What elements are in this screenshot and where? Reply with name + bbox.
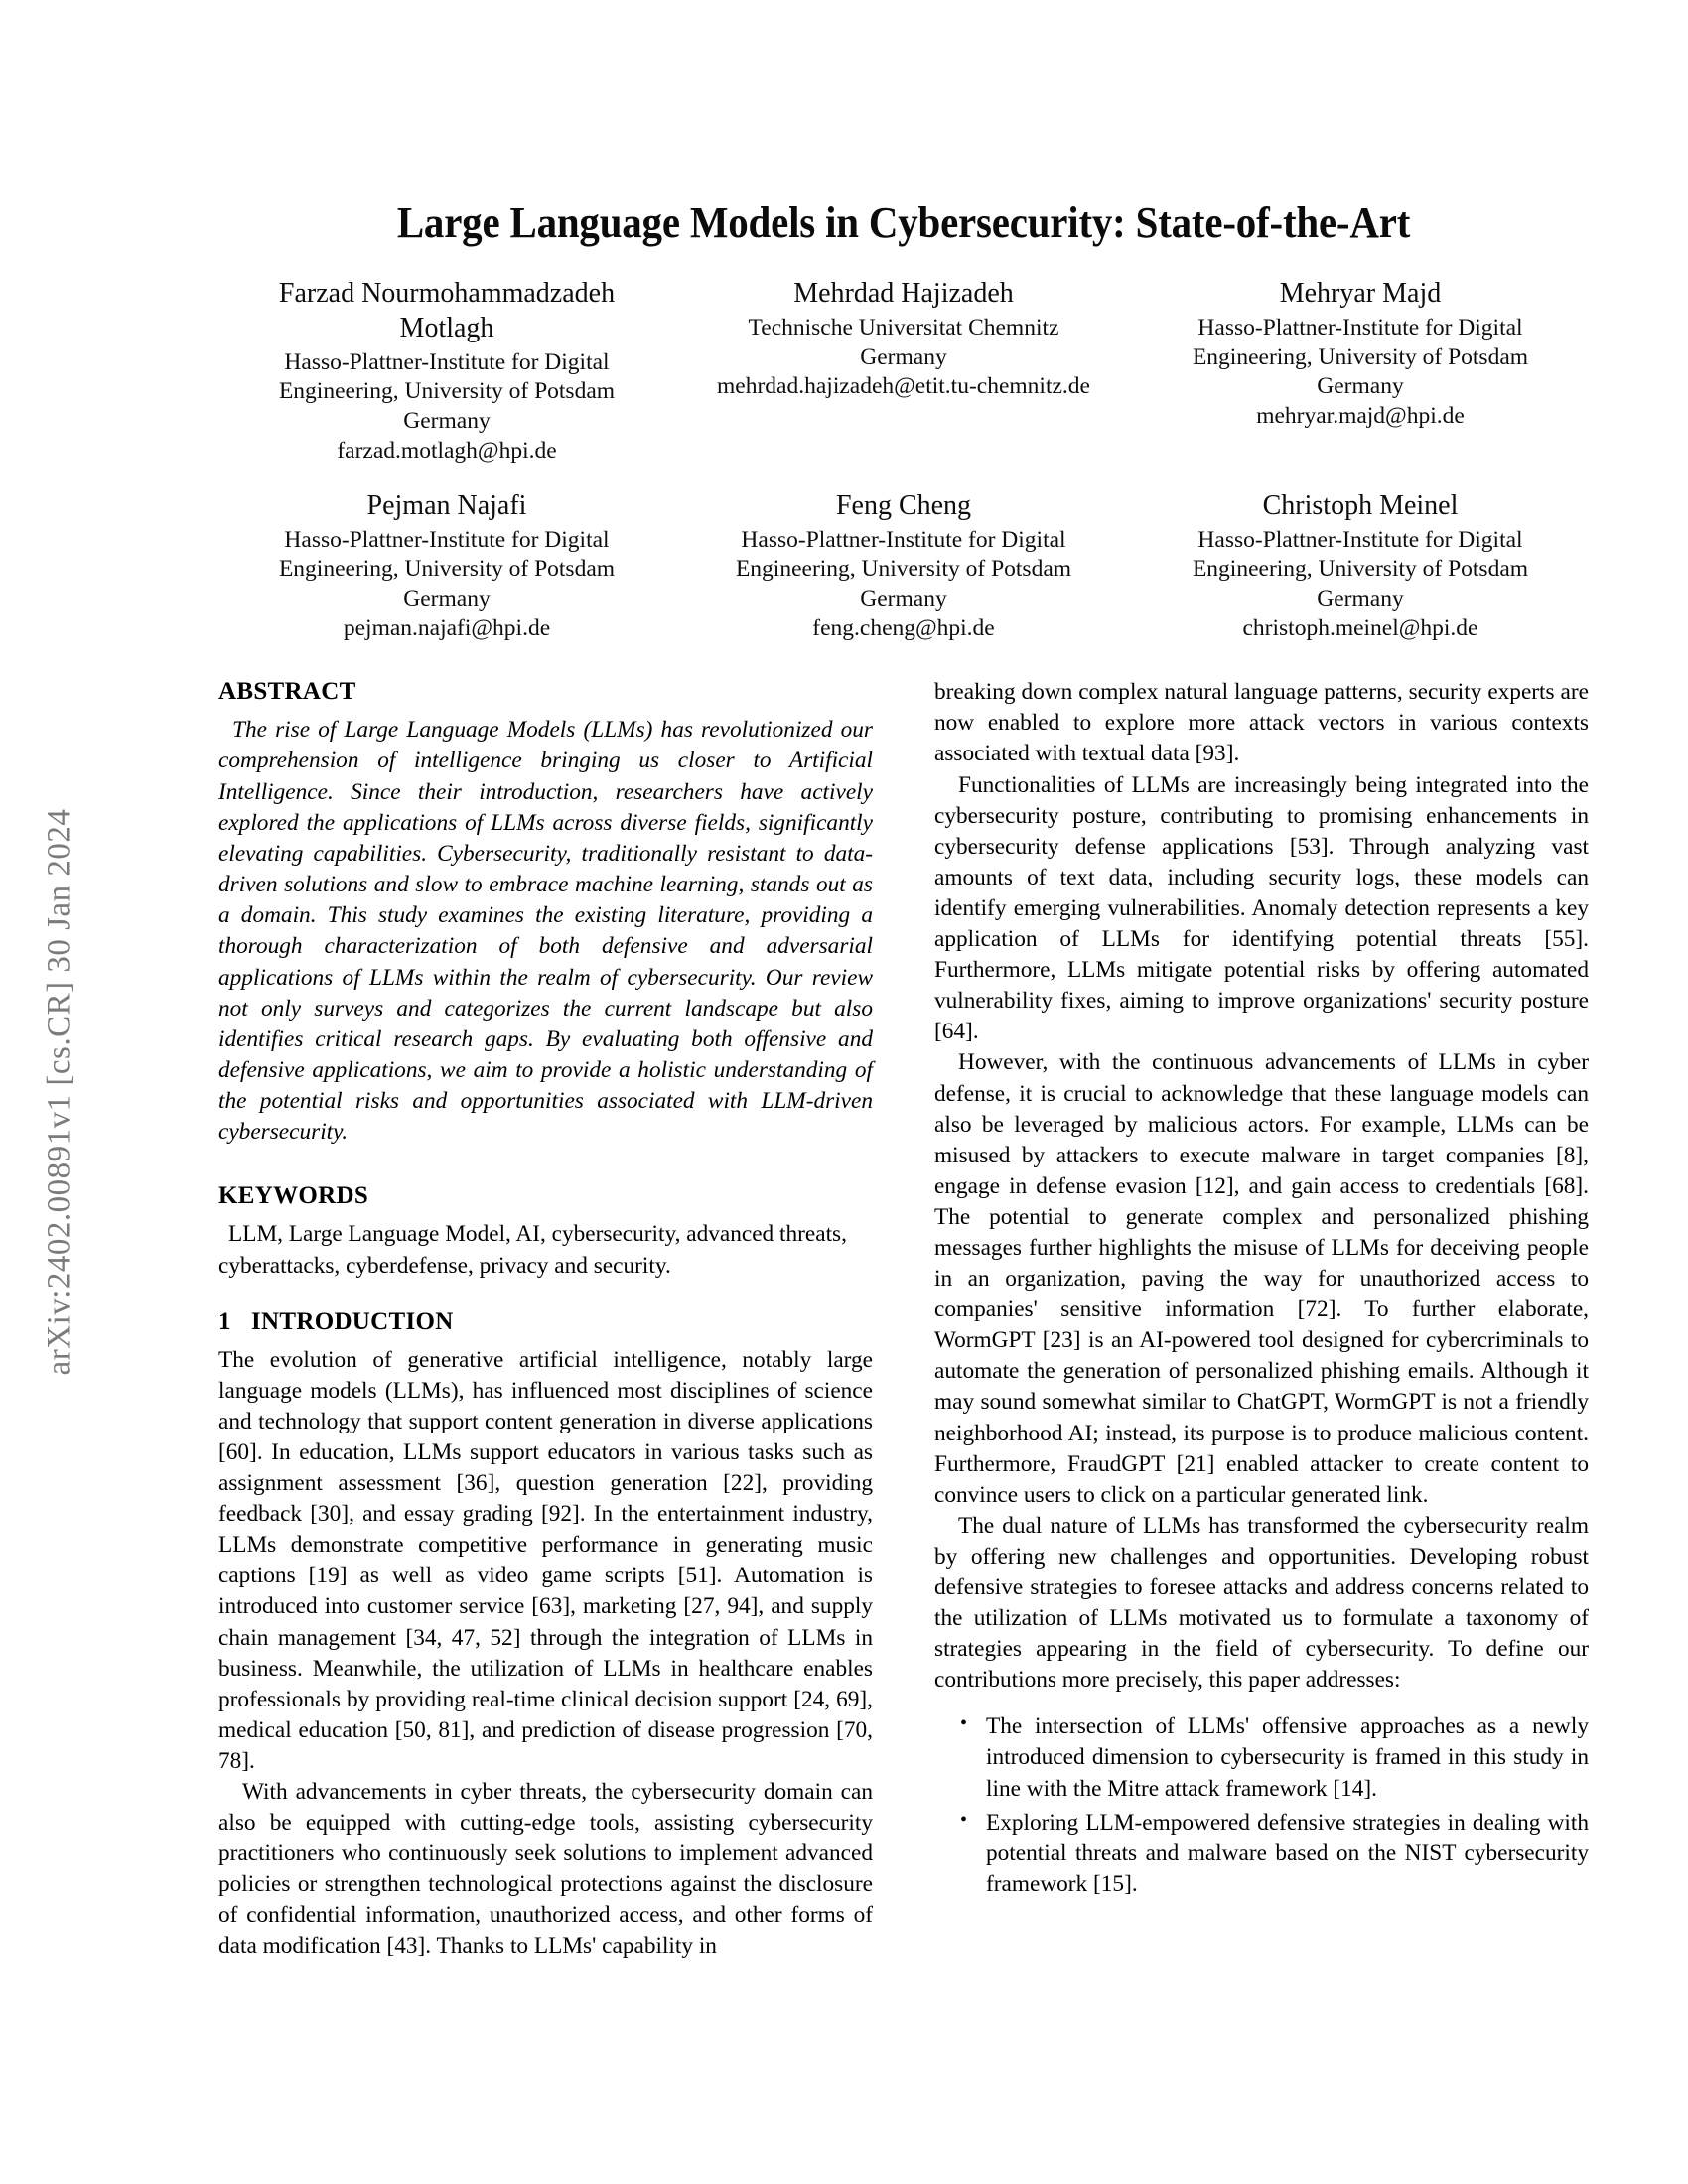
author-block — [1152, 489, 1569, 643]
author-email[interactable]: farzad.motlagh@hpi.de — [337, 437, 557, 464]
keywords-heading: KEYWORDS — [218, 1182, 369, 1210]
author-affiliation: Hasso-Plattner-Institute for Digital Engineering, University of Potsdam — [735, 526, 1072, 583]
author-name: Christoph Meinel — [1262, 490, 1459, 522]
abstract-text: The rise of Large Language Models (LLMs) has revolutionized our comprehension of intelligence bringing us closer to Artificial Intelligence. Since their introduction, researchers have actively explored the applications of LLMs across diverse fields, significantly elevating capabilities. Cybersecurity, traditionally resistant to data-driven solutions and slow to embrace machine learning, stands out as a domain. This study examines the existing literature, providing a thorough characterization of both defensive and adversarial applications of LLMs within the realm of cybersecurity. Our review not only surveys and categorizes the current landscape but also identifies critical research gaps. By evaluating both offensive and defensive applications, we aim to provide a holistic understanding of the potential risks and opportunities associated with LLM-driven cybersecurity. — [218, 717, 873, 1146]
author-affiliation: Hasso-Plattner-Institute for Digital Engineering, University of Potsdam — [1192, 314, 1529, 370]
left-column — [218, 677, 873, 1962]
intro-paragraph-1: The evolution of generative artificial intelligence, notably large language models (LLMs), has influenced most disciplines of science and technology that support content generation in diverse applications [60]. In education, LLMs support educators in various tasks such as assignment assessment [36], question generation [22], providing feedback [30], and essay grading [92]. In the entertainment industry, LLMs demonstrate competitive performance in generating music captions [19] as well as video game scripts [51]. Automation is introduced into customer service [63], marketing [27, 94], and supply chain management [34, 47, 52] through the integration of LLMs in business. Meanwhile, the utilization of LLMs in healthcare enables professionals by providing real-time clinical decision support [24, 69], medical education [50, 81], and prediction of disease progression [70, 78]. — [218, 1346, 873, 1774]
author-email[interactable]: mehrdad.hajizadeh@etit.tu-chemnitz.de — [717, 373, 1090, 400]
author-name: Mehryar Majd — [1279, 278, 1442, 310]
author-block — [238, 277, 655, 466]
author-email[interactable]: mehryar.majd@hpi.de — [1256, 402, 1465, 429]
author-country: Germany — [1317, 373, 1404, 400]
author-row-first — [238, 277, 1569, 466]
intro-paragraph-4: However, with the continuous advancements of LLMs in cyber defense, it is crucial to acknowledge that these language models can also be leveraged by malicious actors. For example, LLMs can be misused by attackers to execute malware in target companies [8], engage in defense evasion [12], and gain access to credentials [68]. The potential to generate complex and personalized phishing messages further highlights the misuse of LLMs for deceiving people in an organization, paving the way for unauthorized access to companies' sensitive information [72]. To further elaborate, WormGPT [23] is an AI-powered tool designed for cybercriminals to automate the generation of personalized phishing emails. Although it may sound somewhat similar to ChatGPT, WormGPT is not a friendly neighborhood AI; instead, its purpose is to produce malicious content. Furthermore, FraudGPT [21] enabled attacker to create content to convince users to click on a particular generated link. — [934, 1049, 1589, 1508]
author-name: Mehrdad Hajizadeh — [793, 278, 1014, 310]
author-email[interactable]: christoph.meinel@hpi.de — [1242, 614, 1478, 641]
author-block — [1152, 277, 1569, 466]
author-affiliation: Technische Universitat Chemnitz — [748, 314, 1059, 341]
author-country: Germany — [860, 586, 947, 613]
author-country: Germany — [1317, 586, 1404, 613]
section-number: 1 — [218, 1307, 231, 1335]
contributions-list — [934, 1711, 1589, 1900]
author-name: Pejman Najafi — [366, 490, 527, 522]
arxiv-identifier-stamp — [0, 0, 119, 2184]
author-block — [695, 277, 1112, 466]
two-column-body — [218, 677, 1589, 1962]
list-item: • Exploring LLM-empowered defensive strategies in dealing with potential threats and malware based on the NIST cybersecurity framework [15]. — [984, 1808, 1589, 1900]
keywords-text: LLM, Large Language Model, AI, cybersecurity, advanced threats, cyberattacks, cyberdefense, privacy and security. — [218, 1221, 847, 1279]
intro-paragraph-2: With advancements in cyber threats, the cybersecurity domain can also be equipped with cutting-edge tools, assisting cybersecurity practitioners who continuously seek solutions to implement advanced policies or strengthen technological protections against the disclosure of confidential information, unauthorized access, and other forms of data modification [43]. Thanks to LLMs' capability in — [218, 1778, 873, 1960]
author-name: Farzad Nourmohammadzadeh Motlagh — [278, 278, 616, 343]
author-block — [238, 489, 655, 643]
introduction-heading — [218, 1307, 873, 1337]
intro-paragraph-5: The dual nature of LLMs has transformed the cybersecurity realm by offering new challenges and opportunities. Developing robust defensive strategies to foresee attacks and address concerns related to the utilization of LLMs motivated us to formulate a taxonomy of strategies appearing in the field of cybersecurity. To define our contributions more precisely, this paper addresses: — [934, 1512, 1589, 1694]
author-affiliation: Hasso-Plattner-Institute for Digital Engineering, University of Potsdam — [278, 348, 616, 405]
author-country: Germany — [403, 407, 491, 434]
arxiv-identifier-text: arXiv:2402.00891v1 [cs.CR] 30 Jan 2024 — [41, 808, 77, 1376]
author-row-second — [238, 489, 1569, 643]
author-email[interactable]: feng.cheng@hpi.de — [812, 614, 995, 641]
right-column — [934, 677, 1589, 1903]
paper-page — [119, 0, 1688, 2184]
author-country: Germany — [403, 586, 491, 613]
author-affiliation: Hasso-Plattner-Institute for Digital Engineering, University of Potsdam — [1192, 526, 1529, 583]
author-block — [695, 489, 1112, 643]
intro-paragraph-2-continued: breaking down complex natural language patterns, security experts are now enabled to explore more attack vectors in various contexts associated with textual data [93]. — [934, 679, 1589, 767]
spacer — [218, 1148, 873, 1181]
author-email[interactable]: pejman.najafi@hpi.de — [343, 614, 551, 641]
intro-paragraph-3: Functionalities of LLMs are increasingly being integrated into the cybersecurity posture, contributing to promising enhancements in cybersecurity defense applications [53]. Through analyzing vast amounts of text data, including security logs, these models can identify emerging vulnerabilities. Anomaly detection represents a key application of LLMs for identifying potential threats [55]. Furthermore, LLMs mitigate potential risks by offering automated vulnerability fixes, aiming to improve organizations' security posture [64]. — [934, 771, 1589, 1045]
author-country: Germany — [860, 343, 947, 370]
list-item: • The intersection of LLMs' offensive approaches as a newly introduced dimension to cybersecurity is framed in this study in line with the Mitre attack framework [14]. — [984, 1711, 1589, 1804]
author-name: Feng Cheng — [835, 490, 972, 522]
abstract-heading: ABSTRACT — [218, 678, 356, 706]
author-affiliation: Hasso-Plattner-Institute for Digital Engineering, University of Potsdam — [278, 526, 616, 583]
section-title: INTRODUCTION — [251, 1307, 454, 1335]
page-title: Large Language Models in Cybersecurity: State-of-the-Art — [396, 199, 1411, 247]
